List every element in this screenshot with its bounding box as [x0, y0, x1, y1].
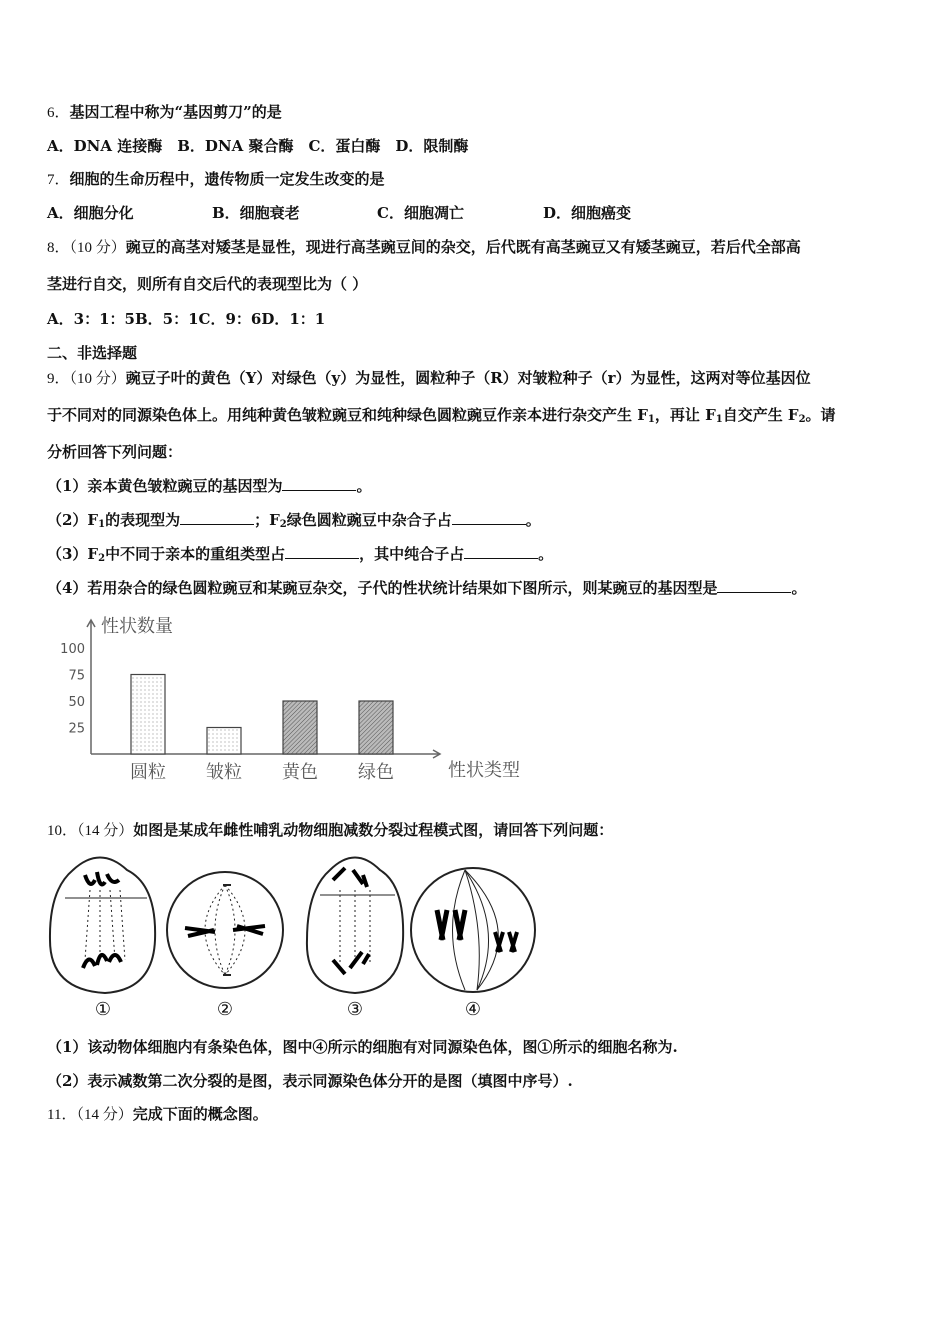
- bar-绿色: [359, 701, 393, 754]
- q10-part1: （1）该动物体细胞内有条染色体，图中④所示的细胞有对同源染色体，图①所示的细胞名称为.: [47, 1038, 678, 1056]
- y-tick-label: 50: [68, 695, 85, 710]
- q8-points: （10 分）: [69, 240, 126, 256]
- x-tick-label: 圆粒: [130, 762, 166, 783]
- cell-4: [411, 868, 535, 992]
- answer-blank[interactable]: [285, 544, 359, 559]
- q9-stem-line1: 9．（10 分）豌豆子叶的黄色（Y）对绿色（y）为显性，圆粒种子（R）对皱粒种子（r）为显性，这两对等位基因位: [47, 369, 811, 387]
- q11-points: （14 分）: [76, 1107, 133, 1123]
- q6-number: 6．: [47, 105, 70, 121]
- q9-part4: （4）若用杂合的绿色圆粒豌豆和某豌豆杂交，子代的性状统计结果如下图所示，则某豌豆的基因型是 。: [47, 579, 807, 597]
- q10-points: （14 分）: [77, 823, 134, 839]
- q11-number: 11．: [47, 1107, 77, 1123]
- answer-blank[interactable]: [180, 510, 254, 525]
- trait-bar-chart: [55, 608, 555, 788]
- q9-part1: （1）亲本黄色皱粒豌豆的基因型为 。: [47, 477, 372, 495]
- figure-label: ④: [464, 999, 482, 1020]
- meiosis-figure: [45, 850, 540, 1020]
- q6-stem: 6．基因工程中称为“基因剪刀”的是: [47, 103, 282, 121]
- figure-label: ①: [94, 999, 112, 1020]
- q8-stem-line2: 茎进行自交，则所有自交后代的表现型比为（ ）: [47, 275, 368, 293]
- q9-part2: $(2)F_1$的表现型为 ；$F_2$绿色圆粒豌豆中杂合子占 。: [47, 511, 541, 530]
- cell-1: [50, 858, 155, 994]
- y-axis-label: 性状数量: [101, 616, 173, 637]
- q7-stem: 7．细胞的生命历程中，遗传物质一定发生改变的是: [47, 170, 385, 188]
- cell-2: [167, 872, 283, 988]
- x-tick-label: 黄色: [282, 762, 318, 783]
- figure-label: ②: [216, 999, 234, 1020]
- x-axis-label: 性状类型: [448, 760, 520, 781]
- y-tick-label: 100: [60, 642, 85, 657]
- answer-blank[interactable]: [452, 510, 526, 525]
- q6-options: A．DNA 连接酶 B．DNA 聚合酶 C．蛋白酶 D．限制酶: [47, 137, 469, 155]
- answer-blank[interactable]: [717, 578, 791, 593]
- cell-3: [307, 858, 403, 994]
- bar-黄色: [283, 701, 317, 754]
- q7-option-d: D．细胞癌变: [543, 204, 632, 222]
- bar-皱粒: [207, 728, 241, 755]
- answer-blank[interactable]: [282, 476, 356, 491]
- q8-number: 8．: [47, 240, 70, 256]
- q9-stem-line2: 于不同对的同源染色体上。用纯种黄色皱粒豌豆和纯种绿色圆粒豌豆作亲本进行杂交产生 $F_1$，再让 $F_1$自交产生 $F_2$。请: [47, 406, 836, 425]
- q10-number: 10．: [47, 823, 78, 839]
- y-tick-label: 75: [68, 668, 85, 684]
- q9-part3: $(3)F_2$中不同于亲本的重组类型占 ，其中纯合子占 。: [47, 545, 554, 564]
- q8-options: A．3：1：5B．5：1C．9：6D．1：1: [47, 310, 326, 328]
- section-heading: 二、非选择题: [47, 344, 138, 362]
- bar-圆粒: [131, 675, 165, 755]
- q9-points: （10 分）: [69, 371, 126, 387]
- q9-number: 9．: [47, 371, 70, 387]
- q9-stem-line3: 分析回答下列问题：: [47, 443, 183, 461]
- answer-blank[interactable]: [464, 544, 538, 559]
- q7-number: 7．: [47, 172, 70, 188]
- q7-option-a: A．细胞分化: [47, 204, 134, 222]
- figure-label: ③: [346, 999, 364, 1020]
- q7-option-b: B．细胞衰老: [212, 204, 300, 222]
- q10-part2: （2）表示减数第二次分裂的是图，表示同源染色体分开的是图（填图中序号）.: [47, 1072, 573, 1090]
- q7-option-c: C．细胞凋亡: [377, 204, 464, 222]
- x-tick-label: 绿色: [358, 762, 394, 783]
- q11-stem: 11．（14 分）完成下面的概念图。: [47, 1105, 268, 1123]
- y-tick-label: 25: [68, 721, 85, 737]
- x-tick-label: 皱粒: [206, 762, 242, 783]
- q10-stem: 10．（14 分）如图是某成年雌性哺乳动物细胞减数分裂过程模式图，请回答下列问题：: [47, 821, 614, 839]
- q8-stem-line1: 8．（10 分）豌豆的高茎对矮茎是显性，现进行高茎豌豆间的杂交，后代既有高茎豌豆又有矮茎豌豆，若后代全部高: [47, 238, 801, 256]
